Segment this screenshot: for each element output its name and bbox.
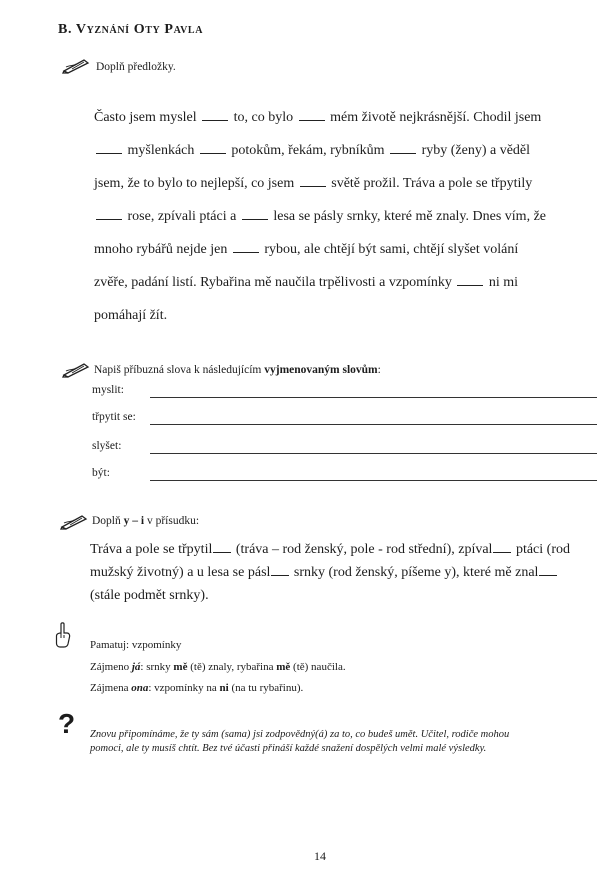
preposition-blank[interactable] [299, 108, 325, 121]
paragraph-line: zvěře, padání listí. Rybařina mě naučila trpělivosti a vzpomínky ni mi [94, 275, 519, 290]
preposition-blank[interactable] [96, 207, 122, 220]
preposition-blank[interactable] [300, 174, 326, 187]
blank-zpival[interactable] [493, 540, 511, 553]
pencil-writing-icon [60, 512, 88, 530]
answer-line-byt[interactable] [150, 480, 597, 481]
paragraph-line: mnoho rybářů nejde jen rybou, ale chtějí být sami, chtějí slyšet volání [94, 242, 519, 257]
fill-prepositions-paragraph [94, 101, 572, 332]
paragraph-line: jsem, že to bylo to nejlepší, co jsem světě prožil. Tráva a pole se třpytily [94, 176, 533, 191]
task2-instruction: Napiš příbuzná slova k následujícím vyjmenovaným slovům: [94, 364, 381, 376]
pencil-writing-icon [62, 360, 90, 378]
paragraph-line: pomáhají žít. [94, 308, 168, 323]
blank-trpytil[interactable] [213, 540, 231, 553]
blank-znal[interactable] [539, 563, 557, 576]
page-number: 14 [314, 849, 326, 863]
question-mark-icon: ? [58, 708, 76, 739]
preposition-blank[interactable] [242, 207, 268, 220]
preposition-blank[interactable] [202, 108, 228, 121]
task1-instruction: Doplň předložky. [96, 61, 176, 73]
answer-line-trpytit[interactable] [150, 424, 597, 425]
pencil-writing-icon [62, 56, 90, 74]
word-label-slyset: slyšet: [92, 440, 122, 452]
task3-instruction: Doplň y – i v přísudku: [92, 515, 200, 527]
preposition-blank[interactable] [200, 141, 226, 154]
paragraph-line: myšlenkách potokům, řekám, rybníkům ryby (ženy) a věděl [94, 134, 572, 167]
word-label-myslit: myslit: [92, 384, 124, 396]
answer-line-myslit[interactable] [150, 397, 597, 398]
pointing-hand-icon [54, 622, 72, 648]
word-label-byt: být: [92, 467, 110, 479]
remember-heading: Pamatuj: vzpomínky [90, 639, 182, 651]
paragraph-line: Často jsem myslel to, co bylo mém životě nejkrásnější. Chodil jsem [94, 110, 542, 125]
remember-line-ja: Zájmeno já: srnky mě (tě) znaly, rybařina mě (tě) naučila. [90, 661, 346, 673]
word-label-trpytit: třpytit se: [92, 411, 136, 423]
preposition-blank[interactable] [96, 141, 122, 154]
responsibility-note: Znovu připomínáme, že ty sám (sama) jsi zodpovědný(á) za to, co budeš umět. Učitel, rodiče mohou pomoci, ale ty musíš chtít. Bez tvé účasti přináší každé snažení dospělých velmi malé výsledky. [90, 729, 510, 754]
blank-pasl[interactable] [271, 563, 289, 576]
answer-line-slyset[interactable] [150, 453, 597, 454]
y-i-paragraph: Tráva a pole se třpytil (tráva – rod ženský, pole - rod střední), zpíval ptáci (rod mužský životný) a u lesa se pásl srnky (rod ženský, píšeme y), které mě znal (stále podmět srnky). [90, 542, 570, 603]
preposition-blank[interactable] [457, 273, 483, 286]
remember-line-ona: Zájmena ona: vzpomínky na ni (na tu rybařinu). [90, 682, 304, 694]
preposition-blank[interactable] [233, 240, 259, 253]
preposition-blank[interactable] [390, 141, 416, 154]
section-title: B. Vyznání Oty Pavla [58, 22, 204, 37]
paragraph-line: rose, zpívali ptáci a lesa se pásly srnky, které mě znaly. Dnes vím, že [94, 200, 572, 233]
